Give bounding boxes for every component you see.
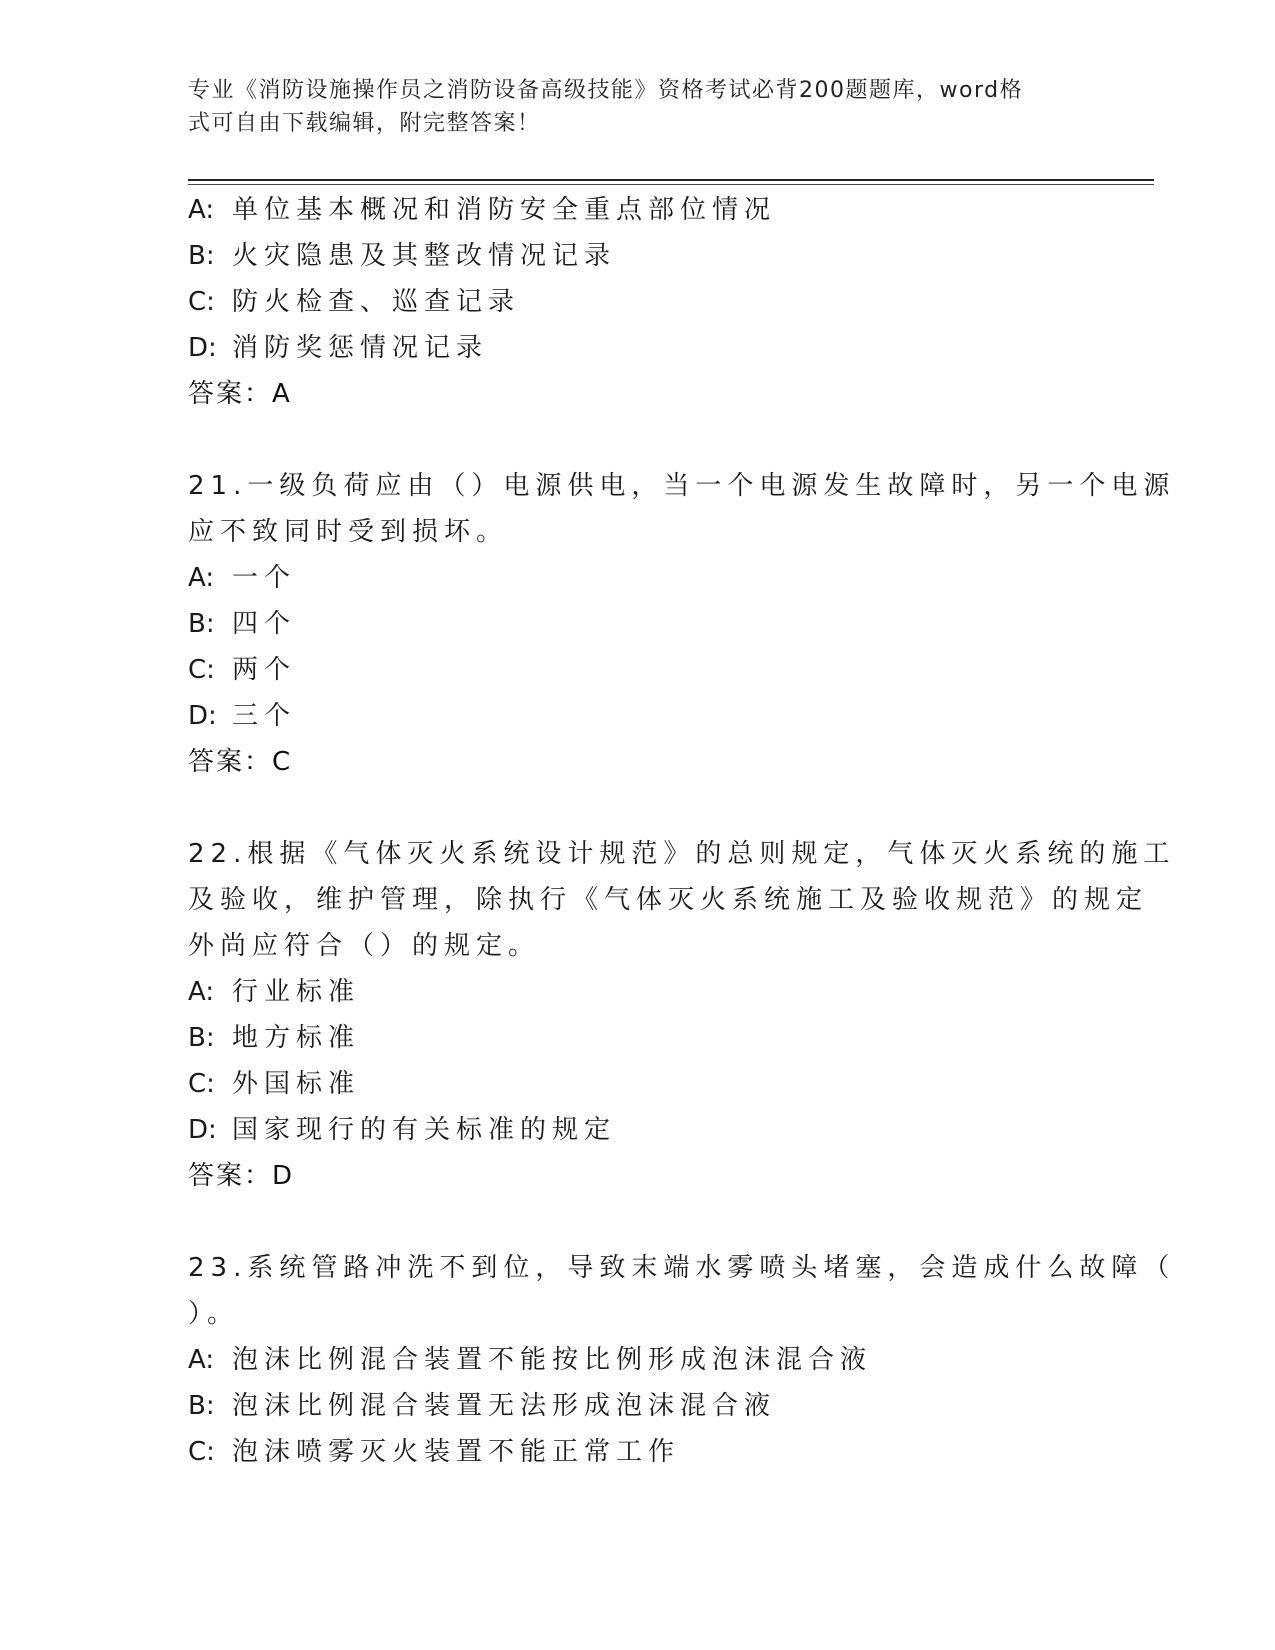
question-text-line: 23.系统管路冲洗不到位，导致末端水雾喷头堵塞，会造成什么故障（ [188, 1253, 1176, 1283]
option-letter: C: [188, 1437, 215, 1467]
question-text-line: 外尚应符合（）的规定。 [188, 931, 541, 961]
option-c [188, 1061, 1088, 1107]
answer-label: 答案： [188, 747, 273, 777]
option-b [188, 1015, 1088, 1061]
answer-value: C [272, 747, 293, 777]
answer-label: 答案： [188, 379, 273, 409]
header-line-1: 专业《消防设施操作员之消防设备高级技能》资格考试必背200题题库，word格 [188, 78, 1024, 103]
option-text: 泡沫比例混合装置无法形成泡沫混合液 [232, 1391, 777, 1421]
option-text: 两个 [232, 655, 297, 685]
answer-line [188, 1153, 1088, 1199]
option-text: 行业标准 [232, 977, 361, 1007]
option-letter: D: [188, 1115, 217, 1145]
question-text-line: ）。 [188, 1299, 240, 1329]
option-text: 防火检查、巡查记录 [232, 287, 521, 317]
option-a [188, 187, 1088, 233]
option-letter: A: [188, 977, 215, 1007]
question-text-line: 22.根据《气体灭火系统设计规范》的总则规定，气体灭火系统的施工 [188, 839, 1176, 869]
option-text: 地方标准 [232, 1023, 361, 1053]
option-text: 一个 [232, 563, 297, 593]
option-letter: C: [188, 287, 215, 317]
option-letter: A: [188, 1345, 215, 1375]
option-text: 泡沫喷雾灭火装置不能正常工作 [232, 1437, 681, 1467]
option-d [188, 325, 1088, 371]
option-d [188, 693, 1088, 739]
answer-value: D [272, 1161, 295, 1191]
option-letter: B: [188, 1391, 215, 1421]
answer-line [188, 739, 1088, 785]
option-text: 单位基本概况和消防安全重点部位情况 [232, 195, 777, 225]
question-20 [188, 187, 1088, 417]
option-letter: C: [188, 1069, 215, 1099]
document-header [188, 74, 1068, 140]
header-divider-thin [188, 184, 1154, 185]
option-b [188, 233, 1088, 279]
question-23 [188, 1245, 1176, 1475]
option-text: 泡沫比例混合装置不能按比例形成泡沫混合液 [232, 1345, 873, 1375]
option-letter: B: [188, 1023, 215, 1053]
question-list [188, 187, 1176, 1475]
header-divider-thick [188, 179, 1154, 181]
option-b [188, 601, 1088, 647]
option-b [188, 1383, 1088, 1429]
answer-line [188, 371, 1088, 417]
option-letter: D: [188, 701, 217, 731]
option-d [188, 1107, 1088, 1153]
option-text: 三个 [232, 701, 297, 731]
option-text: 火灾隐患及其整改情况记录 [232, 241, 617, 271]
option-letter: D: [188, 333, 217, 363]
option-letter: B: [188, 241, 215, 271]
option-letter: A: [188, 195, 215, 225]
option-text: 国家现行的有关标准的规定 [232, 1115, 617, 1145]
answer-label: 答案： [188, 1161, 273, 1191]
option-c [188, 647, 1088, 693]
question-22 [188, 831, 1176, 1199]
question-21 [188, 463, 1176, 785]
option-letter: B: [188, 609, 215, 639]
option-letter: C: [188, 655, 215, 685]
question-text-line: 及验收，维护管理，除执行《气体灭火系统施工及验收规范》的规定 [188, 885, 1149, 915]
question-text-line: 21.一级负荷应由（）电源供电，当一个电源发生故障时，另一个电源 [188, 471, 1176, 501]
spacer [188, 417, 1088, 463]
answer-value: A [272, 379, 292, 409]
option-text: 消防奖惩情况记录 [232, 333, 489, 363]
option-text: 四个 [232, 609, 297, 639]
question-text-line: 应不致同时受到损坏。 [188, 517, 509, 547]
spacer [188, 785, 1088, 831]
option-a [188, 969, 1088, 1015]
option-letter: A: [188, 563, 215, 593]
option-a [188, 1337, 1088, 1383]
header-line-2: 式可自由下载编辑，附完整答案！ [188, 111, 541, 136]
option-a [188, 555, 1088, 601]
option-c [188, 1429, 1088, 1475]
spacer [188, 1199, 1088, 1245]
option-text: 外国标准 [232, 1069, 361, 1099]
option-c [188, 279, 1088, 325]
